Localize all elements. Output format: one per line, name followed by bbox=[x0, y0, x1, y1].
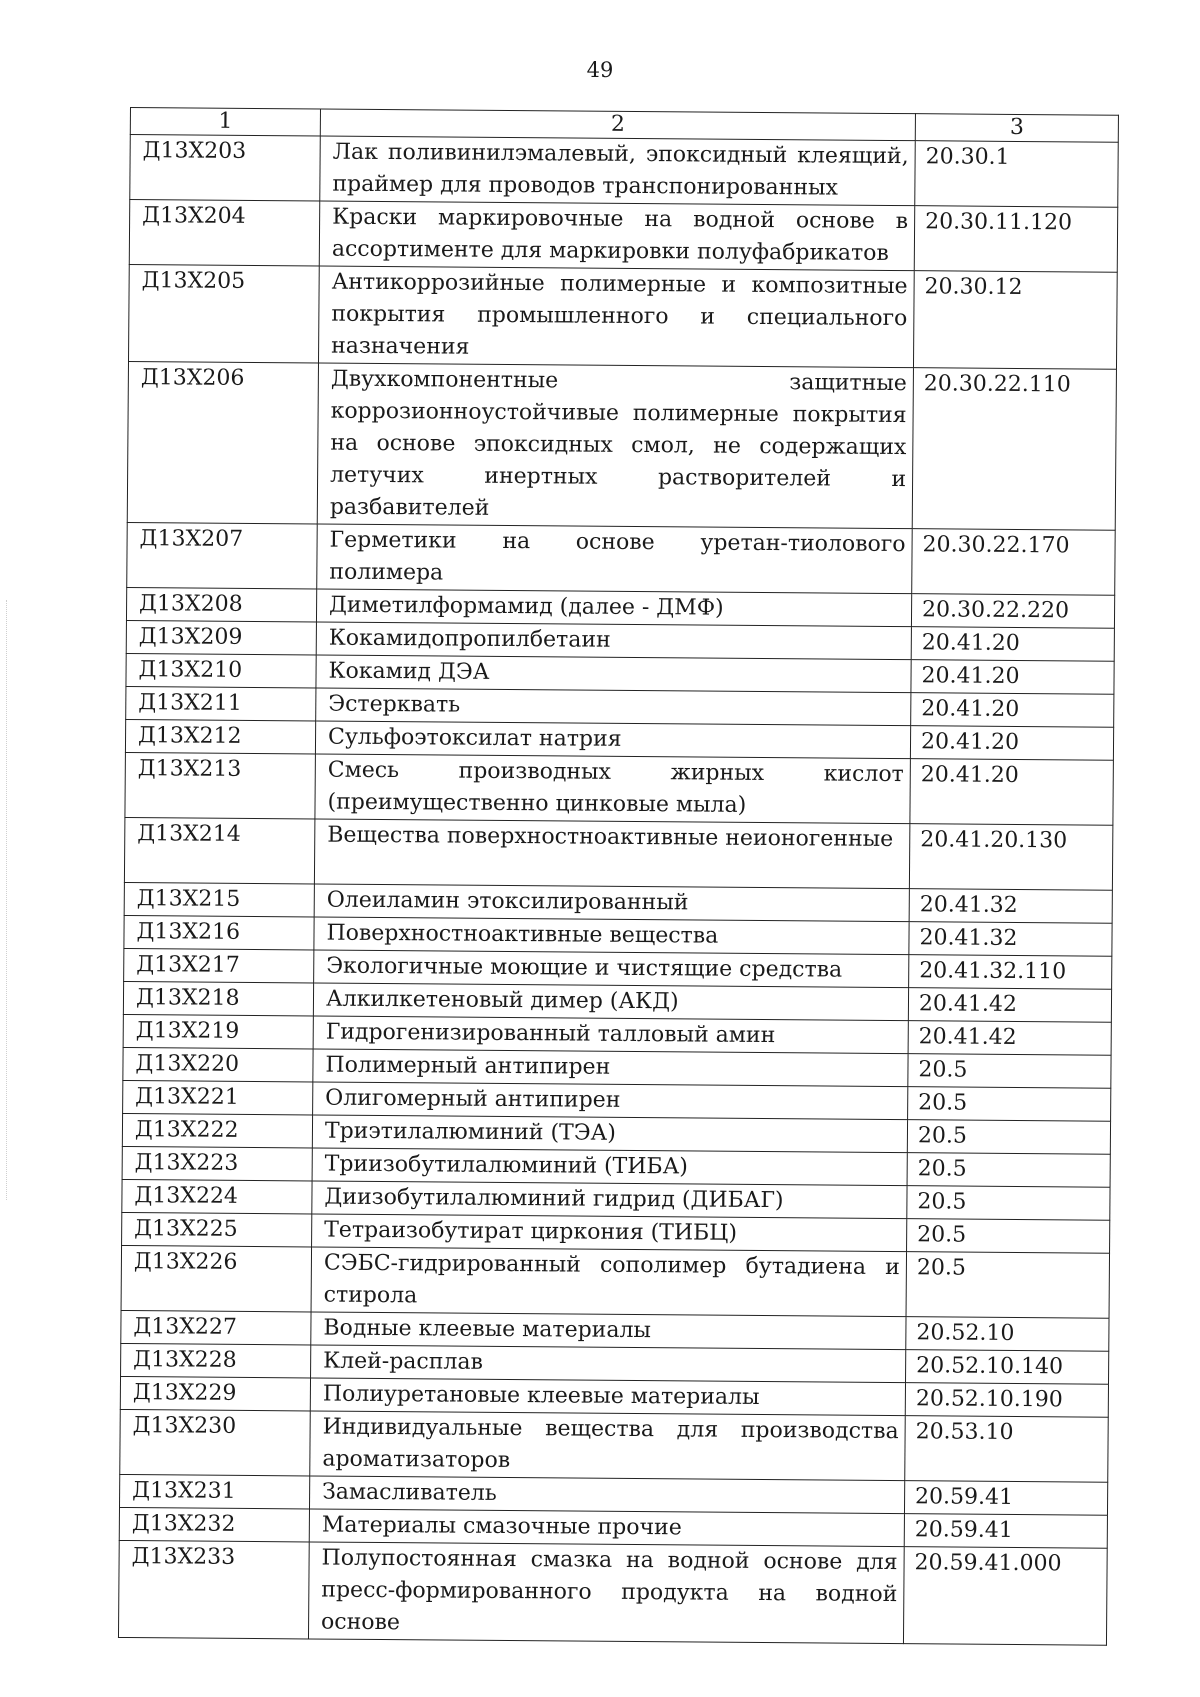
code-cell: Д13Х220 bbox=[123, 1047, 313, 1081]
okpd-code-cell: 20.41.32 bbox=[909, 922, 1112, 957]
name-cell: Диметилформамид (далее - ДМФ) bbox=[316, 589, 911, 627]
okpd-code-cell: 20.52.10.140 bbox=[906, 1350, 1109, 1385]
table-row bbox=[130, 135, 1118, 208]
table-body bbox=[118, 135, 1118, 1646]
code-cell: Д13Х221 bbox=[123, 1080, 313, 1114]
header-col-3: 3 bbox=[915, 114, 1118, 143]
header-col-2: 2 bbox=[320, 109, 915, 141]
code-cell: Д13Х205 bbox=[129, 264, 320, 362]
name-cell: Диизобутилалюминий гидрид (ДИБАГ) bbox=[312, 1181, 907, 1219]
code-cell: Д13Х230 bbox=[120, 1409, 311, 1475]
name-cell: Двухкомпонентные защитные коррозионноустойчивые полимерные покрытия на основе эпоксидных смол, не содержащих летучих инертных растворителей и разбавителей bbox=[317, 363, 913, 529]
okpd-code-cell: 20.41.20 bbox=[910, 759, 1114, 826]
table-row bbox=[127, 361, 1116, 530]
okpd-code-cell: 20.5 bbox=[906, 1252, 1110, 1319]
code-cell: Д13Х218 bbox=[123, 981, 313, 1015]
name-cell: Гидрогенизированный талловый амин bbox=[313, 1016, 908, 1054]
name-cell: Кокамид ДЭА bbox=[316, 655, 911, 693]
name-cell: Алкилкетеновый димер (АКД) bbox=[313, 983, 908, 1021]
code-cell: Д13Х226 bbox=[121, 1245, 312, 1311]
okpd-code-cell: 20.41.20 bbox=[910, 726, 1113, 761]
name-cell: Замасливатель bbox=[309, 1476, 904, 1514]
name-cell: СЭБС-гидрированный сополимер бутадиена и стирола bbox=[311, 1247, 906, 1317]
name-cell: Вещества поверхностноактивные неионогенные bbox=[314, 819, 909, 889]
header-col-1: 1 bbox=[130, 108, 320, 136]
okpd-code-cell: 20.52.10.190 bbox=[905, 1383, 1108, 1418]
okpd-code-cell: 20.52.10 bbox=[906, 1317, 1109, 1352]
name-cell: Экологичные моющие и чистящие средства bbox=[314, 950, 909, 988]
code-cell: Д13Х217 bbox=[124, 948, 314, 982]
name-cell: Полиуретановые клеевые материалы bbox=[310, 1378, 905, 1416]
name-cell: Кокамидопропилбетаин bbox=[316, 622, 911, 660]
okpd-code-cell: 20.5 bbox=[907, 1120, 1110, 1155]
okpd-code-cell: 20.5 bbox=[907, 1186, 1110, 1221]
code-cell: Д13Х206 bbox=[127, 361, 318, 523]
name-cell: Материалы смазочные прочие bbox=[309, 1509, 904, 1547]
code-cell: Д13Х208 bbox=[126, 587, 316, 621]
classification-table bbox=[118, 107, 1119, 1646]
code-cell: Д13Х207 bbox=[127, 522, 318, 588]
okpd-code-cell: 20.30.22.170 bbox=[912, 529, 1116, 596]
name-cell: Полимерный антипирен bbox=[313, 1049, 908, 1087]
okpd-code-cell: 20.41.20.130 bbox=[909, 824, 1113, 891]
okpd-code-cell: 20.5 bbox=[907, 1153, 1110, 1188]
okpd-code-cell: 20.59.41 bbox=[904, 1514, 1107, 1549]
name-cell: Сульфоэтоксилат натрия bbox=[315, 721, 910, 759]
code-cell: Д13Х229 bbox=[120, 1376, 310, 1410]
okpd-code-cell: 20.5 bbox=[907, 1219, 1110, 1254]
code-cell: Д13Х215 bbox=[124, 882, 314, 916]
okpd-code-cell: 20.41.32.110 bbox=[909, 955, 1112, 990]
name-cell: Клей-расплав bbox=[311, 1345, 906, 1383]
okpd-code-cell: 20.41.42 bbox=[908, 1021, 1111, 1056]
okpd-code-cell: 20.30.11.120 bbox=[914, 206, 1118, 273]
name-cell: Краски маркировочные на водной основе в ассортименте для маркировки полуфабрикатов bbox=[319, 201, 914, 271]
table-row bbox=[125, 752, 1113, 825]
code-cell: Д13Х228 bbox=[121, 1343, 311, 1377]
code-cell: Д13Х210 bbox=[126, 653, 316, 687]
code-cell: Д13Х232 bbox=[119, 1507, 309, 1541]
table-row bbox=[127, 522, 1115, 595]
page-number: 49 bbox=[586, 58, 614, 82]
code-cell: Д13Х222 bbox=[122, 1113, 312, 1147]
code-cell: Д13Х223 bbox=[122, 1146, 312, 1180]
name-cell: Герметики на основе уретан-тиолового полимера bbox=[317, 524, 912, 594]
table-row bbox=[120, 1409, 1108, 1482]
name-cell: Индивидуальные вещества для производства ароматизаторов bbox=[310, 1411, 905, 1481]
name-cell: Олеиламин этоксилированный bbox=[314, 884, 909, 922]
table-row bbox=[129, 264, 1118, 369]
name-cell: Триизобутилалюминий (ТИБА) bbox=[312, 1148, 907, 1186]
okpd-code-cell: 20.30.12 bbox=[913, 271, 1117, 370]
okpd-code-cell: 20.5 bbox=[908, 1054, 1111, 1089]
okpd-code-cell: 20.30.1 bbox=[915, 141, 1119, 208]
okpd-code-cell: 20.53.10 bbox=[905, 1416, 1109, 1483]
code-cell: Д13Х224 bbox=[122, 1179, 312, 1213]
table-row bbox=[118, 1540, 1107, 1645]
code-cell: Д13Х233 bbox=[118, 1540, 309, 1638]
okpd-code-cell: 20.41.42 bbox=[908, 988, 1111, 1023]
okpd-code-cell: 20.41.20 bbox=[911, 627, 1114, 662]
name-cell: Триэтилалюминий (ТЭА) bbox=[312, 1115, 907, 1153]
code-cell: Д13Х225 bbox=[122, 1212, 312, 1246]
okpd-code-cell: 20.41.20 bbox=[911, 660, 1114, 695]
okpd-code-cell: 20.41.20 bbox=[911, 693, 1114, 728]
table-row bbox=[129, 200, 1117, 273]
table-row bbox=[124, 817, 1112, 890]
code-cell: Д13Х214 bbox=[124, 817, 315, 883]
okpd-code-cell: 20.59.41 bbox=[904, 1481, 1107, 1516]
okpd-code-cell: 20.41.32 bbox=[909, 889, 1112, 924]
code-cell: Д13Х216 bbox=[124, 915, 314, 949]
code-cell: Д13Х213 bbox=[125, 752, 316, 818]
code-cell: Д13Х209 bbox=[126, 620, 316, 654]
name-cell: Лак поливинилэмалевый, эпоксидный клеящий, праймер для проводов транспонированных bbox=[320, 136, 915, 206]
scan-edge-marks bbox=[6, 600, 9, 1200]
name-cell: Поверхностноактивные вещества bbox=[314, 917, 909, 955]
code-cell: Д13Х212 bbox=[125, 719, 315, 753]
code-cell: Д13Х211 bbox=[126, 686, 316, 720]
okpd-code-cell: 20.30.22.220 bbox=[911, 594, 1114, 629]
name-cell: Олигомерный антипирен bbox=[313, 1082, 908, 1120]
name-cell: Полупостоянная смазка на водной основе для пресс-формированного продукта на водной основе bbox=[308, 1542, 904, 1644]
code-cell: Д13Х203 bbox=[130, 135, 321, 201]
code-cell: Д13Х219 bbox=[123, 1014, 313, 1048]
name-cell: Антикоррозийные полимерные и композитные покрытия промышленного и специального назначения bbox=[318, 266, 914, 368]
name-cell: Тетраизобутират циркония (ТИБЦ) bbox=[312, 1214, 907, 1252]
code-cell: Д13Х204 bbox=[129, 200, 320, 266]
okpd-code-cell: 20.5 bbox=[908, 1087, 1111, 1122]
name-cell: Смесь производных жирных кислот (преимущественно цинковые мыла) bbox=[315, 754, 910, 824]
code-cell: Д13Х231 bbox=[120, 1474, 310, 1508]
table-row bbox=[121, 1245, 1109, 1318]
code-cell: Д13Х227 bbox=[121, 1310, 311, 1344]
name-cell: Эстерквать bbox=[316, 688, 911, 726]
okpd-code-cell: 20.30.22.110 bbox=[912, 368, 1116, 531]
okpd-code-cell: 20.59.41.000 bbox=[903, 1547, 1107, 1646]
name-cell: Водные клеевые материалы bbox=[311, 1312, 906, 1350]
